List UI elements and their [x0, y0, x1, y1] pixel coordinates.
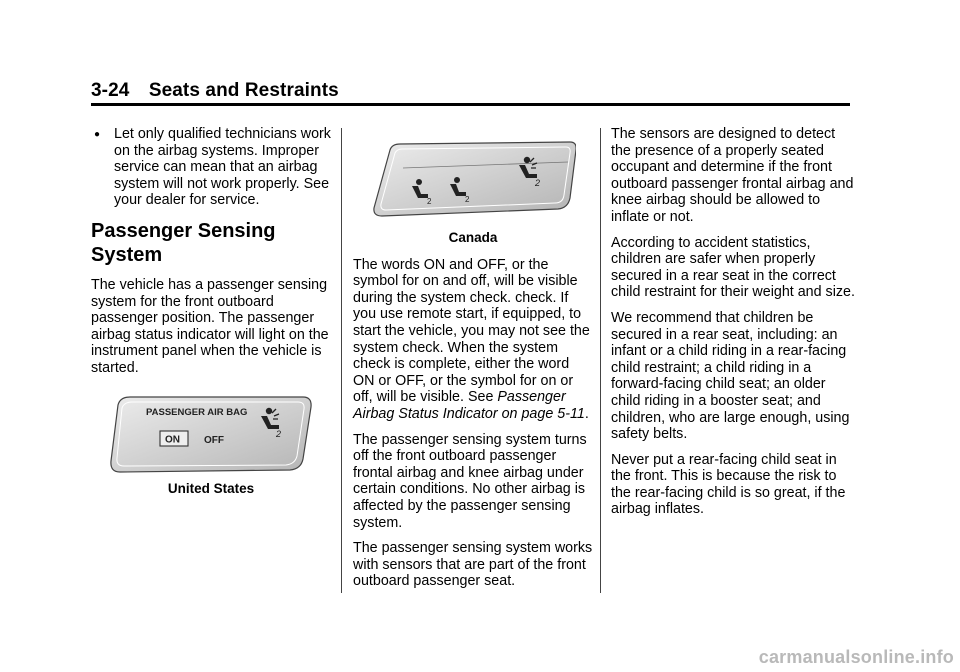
column-3: [611, 126, 856, 527]
bullet-dot-icon: ●: [94, 129, 101, 140]
cross-reference-link[interactable]: Passenger Airbag Status Indicator on page 5-11: [353, 389, 585, 422]
section-title: Seats and Restraints: [148, 80, 339, 101]
section-heading: Passenger Sensing System: [91, 219, 276, 266]
paragraph: According to accident statistics, children are safer when properly secured in a rear seat in the correct child restraint for their weight and size.: [611, 234, 855, 301]
header-rule: [91, 103, 850, 106]
column-divider-2: [600, 128, 601, 593]
page-number: 3-24: [91, 80, 130, 101]
column-2: [353, 140, 593, 599]
column-divider-1: [341, 128, 342, 593]
canada-indicator-figure: [370, 140, 576, 220]
paragraph: We recommend that children be secured in a rear seat, including: an infant or a child riding in a rear-facing child restraint; a child riding in a forward-facing child seat; an older child riding in a booster seat; and children, who are large enough, using safety belts.: [611, 309, 850, 443]
paragraph-text: The words ON and OFF, or the symbol for on and off, will be visible during the system check. check. If you use remote start, if equipped, to start the vehicle, you may not see the system check. When the system check is complete, either the word ON or OFF, or the symbol for on or off, will be visible. See: [353, 256, 590, 406]
bullet-text: Let only qualified technicians work on the airbag systems. Improper service can mean that an airbag system will not work properly. See your dealer for service.: [114, 126, 331, 209]
svg-text:2: 2: [276, 428, 282, 439]
watermark: carmanualsonline.info: [758, 647, 954, 667]
canada-indicator-illustration: [370, 140, 576, 220]
figure-caption-canada: Canada: [448, 230, 498, 245]
on-label: ON: [165, 434, 180, 446]
bullet-item: [91, 126, 331, 209]
panel-label: PASSENGER AIR BAG: [146, 406, 248, 418]
svg-text:2: 2: [535, 178, 541, 188]
paragraph: The sensors are designed to detect the presence of a properly seated occupant and determine if the front outboard passenger frontal airbag and knee airbag should be allowed to inflate or not.: [611, 126, 854, 225]
svg-text:2: 2: [465, 195, 470, 204]
column-1: [91, 126, 331, 509]
figure-caption-us: United States: [167, 480, 255, 496]
svg-text:2: 2: [427, 197, 432, 206]
us-indicator-illustration: [108, 393, 314, 475]
us-indicator-figure: [108, 393, 314, 475]
paragraph: The vehicle has a passenger sensing system for the front outboard passenger position. The passenger airbag status indicator will light on the instrument panel when the vehicle is started.: [91, 276, 329, 376]
paragraph: [353, 257, 593, 423]
paragraph-end: .: [584, 405, 589, 422]
paragraph: The passenger sensing system works with sensors that are part of the front outboard passenger seat.: [353, 540, 593, 590]
paragraph: The passenger sensing system turns off the front outboard passenger frontal airbag and knee airbag under certain conditions. No other airbag is affected by the passenger sensing system.: [353, 431, 587, 531]
off-label: OFF: [204, 434, 224, 446]
page-header: [91, 80, 339, 102]
paragraph: Never put a rear-facing child seat in the front. This is because the risk to the rear-facing child is so great, if the airbag inflates.: [611, 451, 846, 518]
